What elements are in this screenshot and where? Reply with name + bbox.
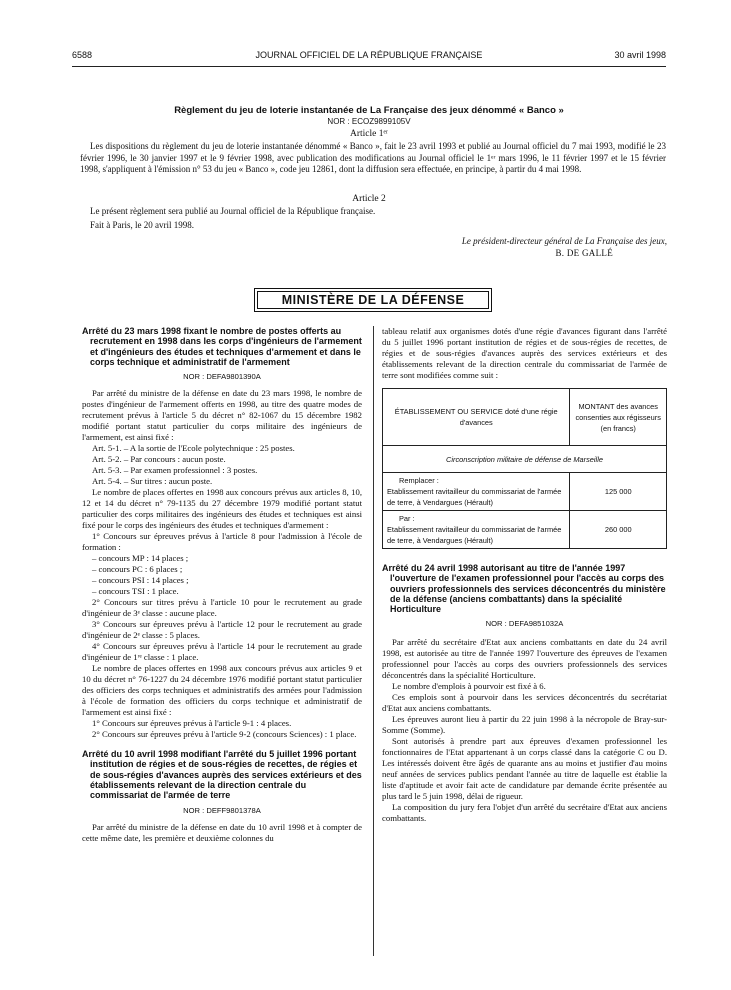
page-header <box>72 50 666 64</box>
table-row <box>383 473 667 511</box>
page-number: 6588 <box>72 50 93 60</box>
column-separator <box>373 326 374 956</box>
arrete1-d2: 2° Concours sur épreuves prévu à l'article 9-2 (concours Sciences) : 1 place. <box>92 729 357 740</box>
article2-text: Le présent règlement sera publié au Journal officiel de la République française. <box>90 206 376 216</box>
arrete3-nor: NOR : DEFA9851032A <box>485 619 564 629</box>
arrete1-d1: 1° Concours sur épreuves prévus à l'article 9-1 : 4 places. <box>92 718 292 729</box>
arrete3-p1: Par arrêté du secrétaire d'Etat aux anciens combattants en date du 24 avril 1998, est autorisée au titre de l'année 1997 l'ouverture des épreuves de l'examen professionnel pour l'accès au corps des ouvriers professionnels des services déconcentrés dans la spécialité Horticulture. <box>382 637 667 681</box>
article2-heading: Article 2 <box>352 194 386 204</box>
arrete2-nor: NOR : DEFF9801378A <box>183 805 261 815</box>
table-row-name <box>383 473 570 511</box>
arrete1-concours3: 3° Concours sur épreuves prévu à l'article 12 pour le recrutement au grade d'ingénieur de 2ᵉ classe : 5 places. <box>82 619 362 641</box>
arrete1-art: Art. 5-3. – Par examen professionnel : 3 postes. <box>92 465 258 476</box>
arrete3-p2: Le nombre d'emplois à pourvoir est fixé à 6. <box>392 681 546 692</box>
arrete2-continuation: tableau relatif aux organismes dotés d'une régie d'avances figurant dans l'arrêté du 5 juillet 1996 portant institution de régies et de sous-régies de recettes, de régies et de sous-régies d'avances auprès des services extérieurs et des établissements relevant de la direction centrale du commissariat de l'armée de terre sont modifiées comme suit : <box>382 326 667 380</box>
arrete2-para: Par arrêté du ministre de la défense en date du 10 avril 1998 et à compter de cette même date, les première et deuxième colonnes du <box>82 821 362 843</box>
row2-amount: 260 000 <box>570 511 667 549</box>
arrete2-title: Arrêté du 10 avril 1998 modifiant l'arrêté du 5 juillet 1996 portant institution de régies et de sous-régies de recettes, de régies et de sous-régies d'avances auprès des services extérieurs et des établissements relevant de la direction centrale du commissariat de l'armée de terre <box>82 749 362 801</box>
arrete1-art: Art. 5-4. – Sur titres : aucun poste. <box>92 476 213 487</box>
arrete1-concours2: 2° Concours sur titres prévu à l'article 10 pour le recrutement au grade d'ingénieur de 3ᵉ classe : aucune place. <box>82 597 362 619</box>
arrete3-title: Arrêté du 24 avril 1998 autorisant au titre de l'année 1997 l'ouverture de l'examen professionnel pour l'accès au corps des ouvriers professionnels des services déconcentrés du ministère de la défense (anciens combattants) dans la spécialité Horticulture <box>382 563 666 615</box>
row1-amount: 125 000 <box>570 473 667 511</box>
row1-name: Etablissement ravitailleur du commissariat de l'armée de terre, à Vendargues (Hérault) <box>387 487 562 507</box>
arrete3-p4: Les épreuves auront lieu à partir du 22 juin 1998 à la nécropole de Bray-sur-Somme (Somme). <box>382 714 667 736</box>
concours-item: – concours MP : 14 places ; <box>92 553 189 564</box>
article1-heading: Article 1ᵉʳ <box>350 129 388 139</box>
banco-title: Règlement du jeu de loterie instantanée de La Française des jeux dénommé « Banco » <box>174 105 564 116</box>
table-row <box>383 511 667 549</box>
row2-name: Etablissement ravitailleur du commissariat de l'armée de terre, à Vendargues (Hérault) <box>387 525 562 545</box>
remplacer-label: Remplacer : <box>399 476 439 485</box>
col1-header: ÉTABLISSEMENT OU SERVICE doté d'une régie d'avances <box>383 389 570 446</box>
header-rule <box>72 66 666 67</box>
concours-item: – concours TSI : 1 place. <box>92 586 179 597</box>
table-header-row <box>383 389 667 446</box>
concours-item: – concours PSI : 14 places ; <box>92 575 189 586</box>
article1-text: Les dispositions du règlement du jeu de loterie instantanée dénommé « Banco », fait le 23 avril 1993 et publié au Journal officiel du 7 mai 1993, modifié le 23 février 1996, le 30 janvier 1997 et le 9 février 1998, avec publication des modifications au Journal officiel le 1ᵉʳ mars 1996, le 11 février 1997 et le 15 février 1998, s'appliquent à l'émission n° 53 du jeu « Banco », code jeu 12861, dont la diffusion sera effectuée, en principe, à partir du 4 mai 1998. <box>80 141 666 175</box>
left-column <box>82 326 362 844</box>
issue-date: 30 avril 1998 <box>614 50 666 60</box>
par-label: Par : <box>399 514 415 523</box>
arrete1-para2: Le nombre de places offertes en 1998 aux concours prévus aux articles 8, 10, 12 et 14 du décret n° 79-1135 du 27 décembre 1979 modifié portant statut particulier des corps militaires des ingénieurs des études et techniques est ainsi fixé pour le corps des ingénieurs des études et techniques d'armement : <box>82 487 362 531</box>
arrete3-p3: Ces emplois sont à pourvoir dans les services déconcentrés du secrétariat d'Etat aux anciens combattants. <box>382 692 667 714</box>
arrete1-nor: NOR : DEFA9801390A <box>183 372 261 382</box>
arrete1-title: Arrêté du 23 mars 1998 fixant le nombre de postes offerts au recrutement en 1998 dans les corps d'ingénieurs de l'armement et d'ingénieurs des études et techniques d'armement et dans le corps technique et administratif de l'armement <box>82 326 362 367</box>
table-row-name <box>383 511 570 549</box>
arrete1-art: Art. 5-1. – A la sortie de l'Ecole polytechnique : 25 postes. <box>92 443 295 454</box>
table-section: Circonscription militaire de défense de Marseille <box>383 446 667 473</box>
ministry-title: MINISTÈRE DE LA DÉFENSE <box>257 291 489 309</box>
table-section-row <box>383 446 667 473</box>
fait-a-paris: Fait à Paris, le 20 avril 1998. <box>90 220 194 230</box>
arrete1-art: Art. 5-2. – Par concours : aucun poste. <box>92 454 226 465</box>
signature-title: Le président-directeur général de La Française des jeux, <box>461 236 667 246</box>
col2-header: MONTANT des avances consenties aux régisseurs (en francs) <box>570 389 667 446</box>
regie-table <box>382 388 667 549</box>
arrete3-p6: La composition du jury fera l'objet d'un arrêté du secrétaire d'Etat aux anciens combattants. <box>382 802 667 824</box>
right-column <box>382 326 667 824</box>
signature-name: B. DE GALLÉ <box>555 248 613 258</box>
journal-title: JOURNAL OFFICIEL DE LA RÉPUBLIQUE FRANÇAISE <box>255 50 483 60</box>
arrete1-intro: Par arrêté du ministre de la défense en date du 23 mars 1998, le nombre de postes d'ingénieur de l'armement offerts en 1998, au titre des quatre modes de recrutement prévus à l'article 5 du décret n° 82-1067 du 15 décembre 1982 modifié portant statut particulier du corps militaire des ingénieurs de l'armement, est ainsi fixé : <box>82 388 362 443</box>
concours-item: – concours PC : 6 places ; <box>92 564 183 575</box>
arrete3-p5: Sont autorisés à prendre part aux épreuves d'examen professionnel les fonctionnaires de l'Etat appartenant à un corps classé dans la catégorie C ou D. Les intéressés doivent être âgés de quarante ans au moins et justifier d'au moins neuf années de services publics pendant l'année au titre de laquelle est établie la liste d'aptitude et avoir fait acte de candidature par demande écrite présentée au plus tard le 5 juin 1998, délai de rigueur. <box>382 736 667 802</box>
arrete1-para3: Le nombre de places offertes en 1998 aux concours prévus aux articles 9 et 10 du décret n° 76-1227 du 24 décembre 1976 modifié portant statut particulier des officiers des corps techniques et administratifs des armées pour l'admission à l'école de formation des officiers du corps technique et administratif de l'armement est ainsi fixé : <box>82 663 362 718</box>
arrete1-concours4: 4° Concours sur épreuves prévu à l'article 14 pour le recrutement au grade d'ingénieur de 1ʳᵉ classe : 1 place. <box>82 641 362 663</box>
arrete1-concours1: 1° Concours sur épreuves prévus à l'article 8 pour l'admission à l'école de formation : <box>82 531 362 553</box>
ministry-box <box>254 288 492 312</box>
banco-nor: NOR : ECOZ9899105V <box>327 117 411 126</box>
